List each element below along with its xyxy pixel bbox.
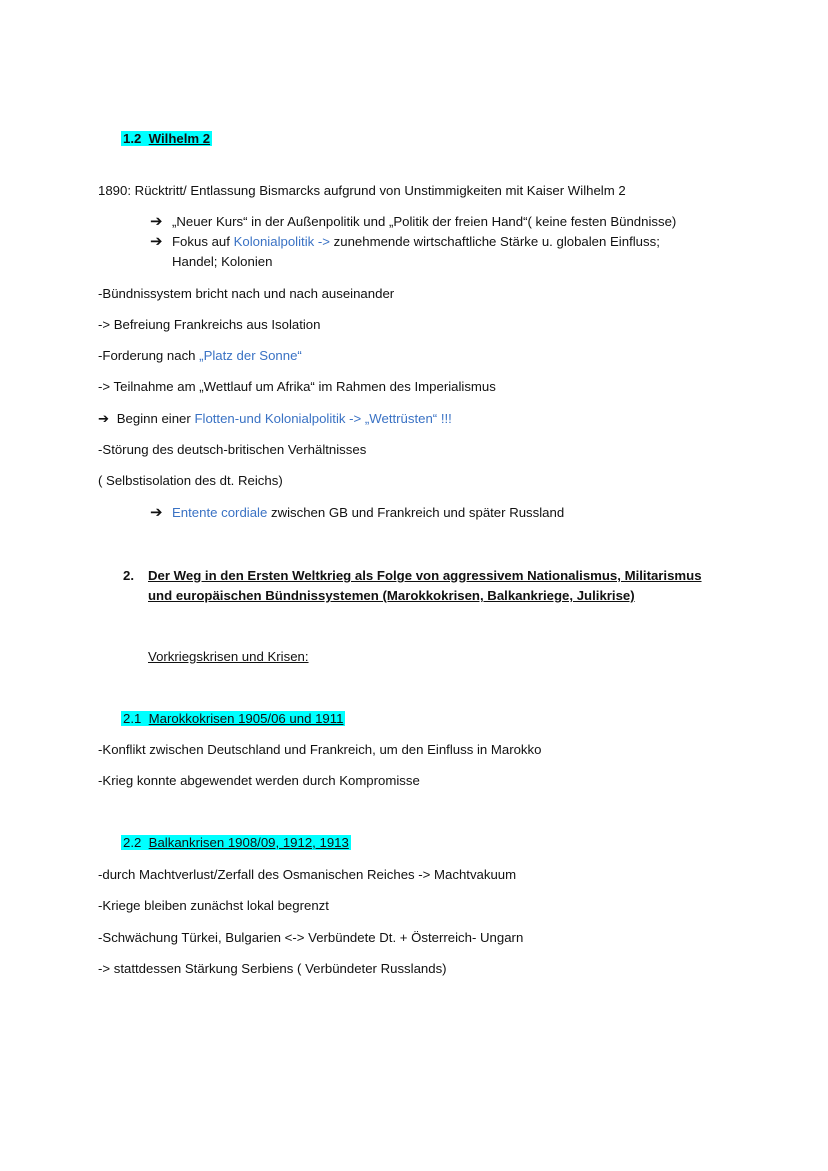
text-line: ( Selbstisolation des dt. Reichs)	[98, 473, 283, 488]
heading-2-2-title: Balkankrisen 1908/09, 1912, 1913	[148, 835, 349, 850]
arrow-icon: ➔	[98, 411, 110, 426]
text-line: -> stattdessen Stärkung Serbiens ( Verbündeter Russlands)	[98, 961, 447, 976]
text-line: -Störung des deutsch-britischen Verhältnisses	[98, 442, 367, 457]
bullet-text-pre: Fokus auf	[172, 234, 234, 249]
text-line-flotten	[98, 410, 452, 428]
text-line: -Bündnissystem bricht nach und nach auseinander	[98, 286, 395, 301]
bullet-text-post: zwischen GB und Frankreich und später Russland	[267, 505, 565, 520]
subheading: Vorkriegskrisen und Krisen:	[148, 649, 309, 664]
heading-2-title-line2: und europäischen Bündnissystemen (Marokkokrisen, Balkankriege, Julikrise)	[148, 588, 635, 603]
intro-line: 1890: Rücktritt/ Entlassung Bismarcks aufgrund von Unstimmigkeiten mit Kaiser Wilhelm 2	[98, 183, 626, 198]
bullet-kolonialpolitik	[150, 233, 660, 251]
bullet-continuation: Handel; Kolonien	[172, 254, 273, 269]
heading-1-2	[121, 130, 212, 148]
text-blue: Flotten-und Kolonialpolitik -> „Wettrüsten“ !!!	[194, 411, 452, 426]
heading-2-2	[121, 834, 351, 852]
text-line: -Konflikt zwischen Deutschland und Frankreich, um den Einfluss in Marokko	[98, 742, 542, 757]
heading-2-title-line1: Der Weg in den Ersten Weltkrieg als Folge von aggressivem Nationalismus, Militarismus	[148, 568, 702, 583]
text-line: -> Teilnahme am „Wettlauf um Afrika“ im Rahmen des Imperialismus	[98, 379, 496, 394]
heading-2-1-highlight	[121, 711, 345, 726]
bullet-neuer-kurs	[150, 213, 676, 231]
heading-2-2-number: 2.2	[123, 835, 142, 850]
text-line: -Krieg konnte abgewendet werden durch Kompromisse	[98, 773, 420, 788]
text-pre: -Forderung nach	[98, 348, 200, 363]
heading-2-number: 2.	[123, 568, 134, 583]
text-line: -Kriege bleiben zunächst lokal begrenzt	[98, 898, 329, 913]
heading-2-2-highlight	[121, 835, 351, 850]
text-line: -durch Machtverlust/Zerfall des Osmanischen Reiches -> Machtvakuum	[98, 867, 517, 882]
bullet-entente	[150, 504, 564, 522]
text-line-platz	[98, 347, 302, 365]
heading-1-2-title: Wilhelm 2	[148, 131, 211, 146]
bullet-text-blue: Entente cordiale	[172, 505, 268, 520]
text-line: -> Befreiung Frankreichs aus Isolation	[98, 317, 321, 332]
text-line: -Schwächung Türkei, Bulgarien <-> Verbündete Dt. + Österreich- Ungarn	[98, 930, 524, 945]
heading-2-1-number: 2.1	[123, 711, 142, 726]
heading-1-2-highlight	[121, 131, 212, 146]
text-blue: „Platz der Sonne“	[199, 348, 302, 363]
heading-2-1-title: Marokkokrisen 1905/06 und 1911	[148, 711, 344, 726]
heading-1-2-number: 1.2	[123, 131, 142, 146]
arrow-icon: ➔	[150, 213, 163, 230]
bullet-text-blue: Kolonialpolitik ->	[233, 234, 330, 249]
arrow-icon: ➔	[150, 233, 163, 250]
bullet-text: „Neuer Kurs“ in der Außenpolitik und „Politik der freien Hand“( keine festen Bündnisse)	[172, 214, 677, 229]
bullet-text-post: zunehmende wirtschaftliche Stärke u. globalen Einfluss;	[329, 234, 660, 249]
heading-2-1	[121, 710, 345, 728]
text-pre: Beginn einer	[113, 411, 195, 426]
arrow-icon: ➔	[150, 504, 163, 521]
